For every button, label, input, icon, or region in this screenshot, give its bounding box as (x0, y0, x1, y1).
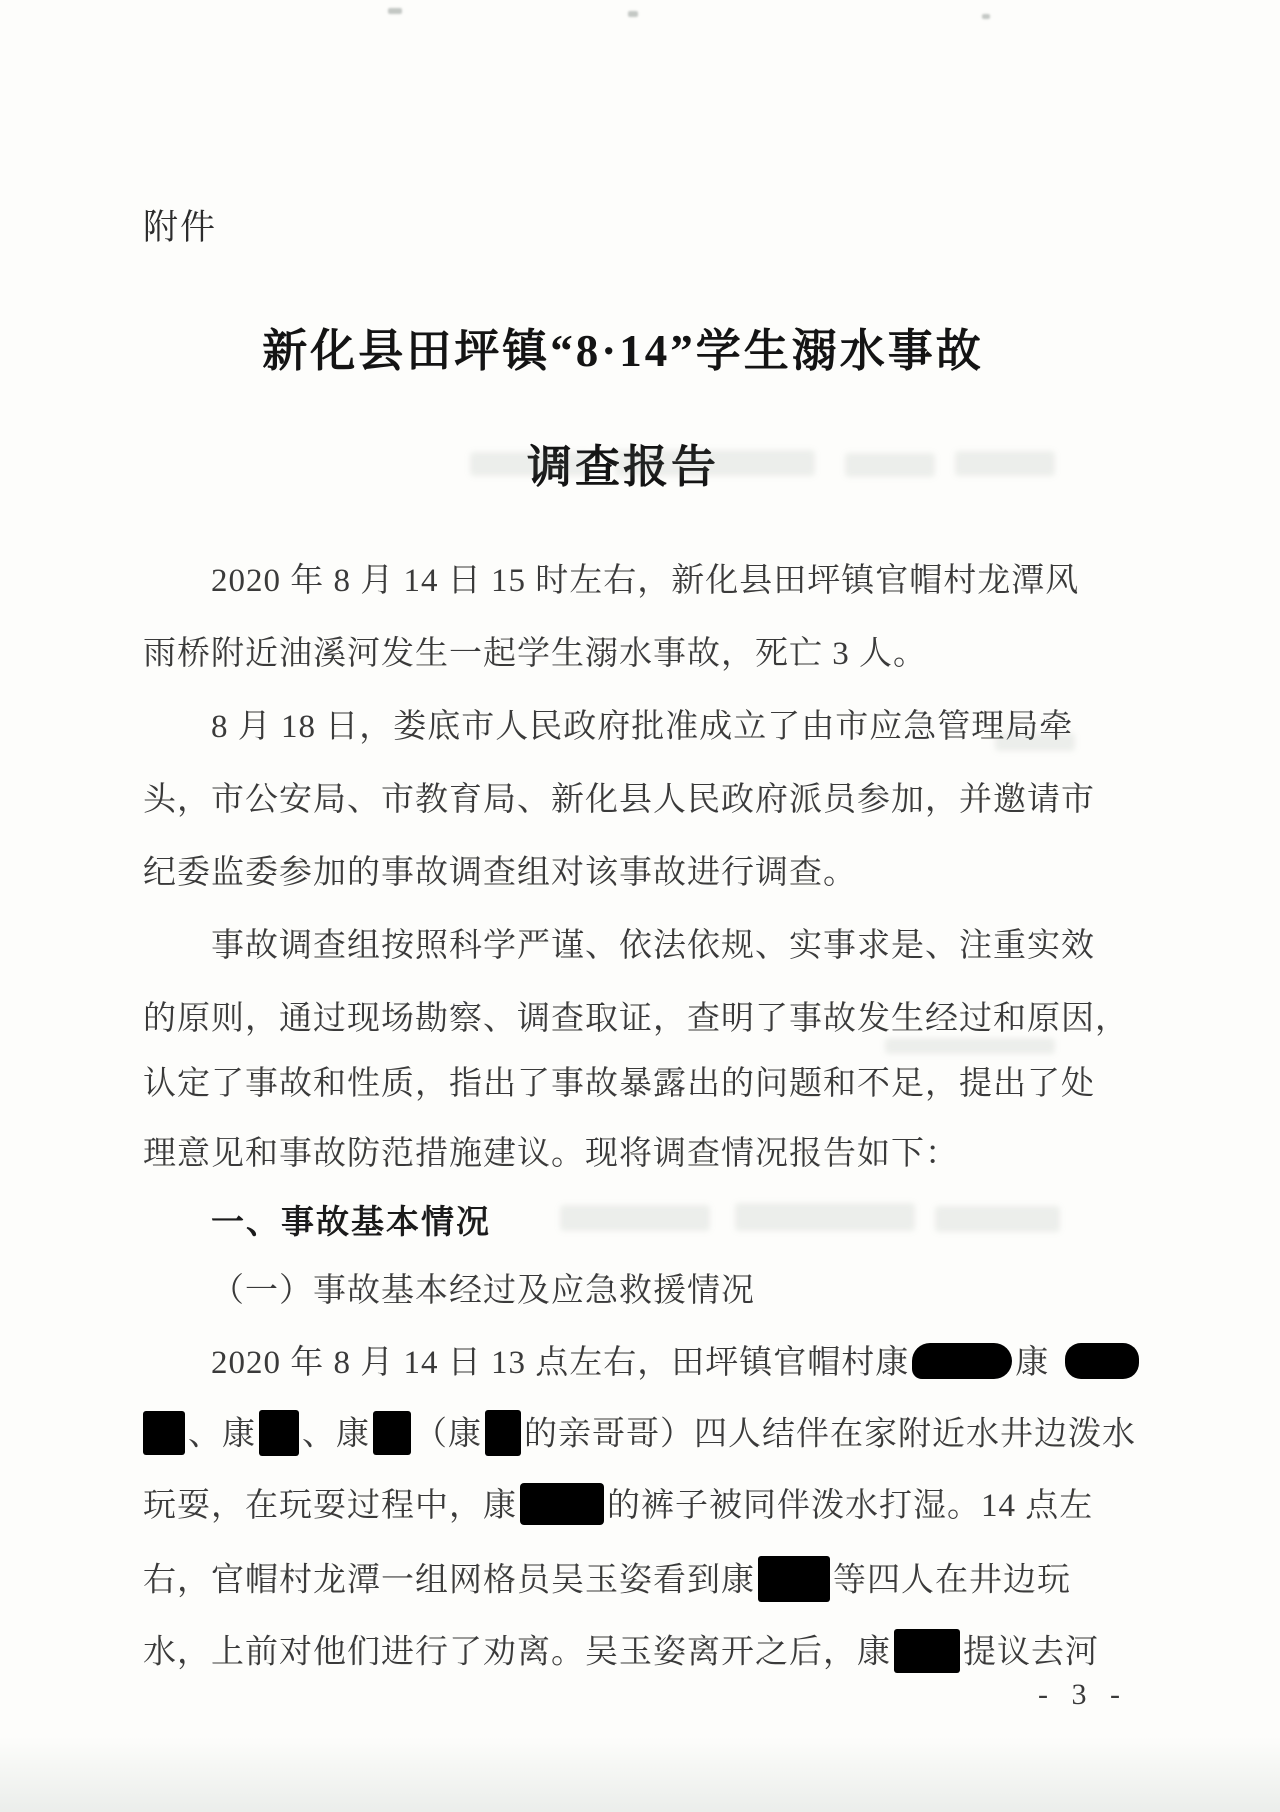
scan-speck (388, 8, 402, 14)
body-text: 、康 (302, 1416, 370, 1453)
body-line (143, 1340, 1171, 1387)
body-line: 雨桥附近油溪河发生一起学生溺水事故，死亡 3 人。 (143, 636, 927, 672)
body-text: （康 (414, 1416, 482, 1453)
body-text: 、康 (188, 1416, 256, 1453)
body-text: 2020 年 8 月 14 日 13 点左右，田坪镇官帽村康 (211, 1345, 910, 1381)
attachment-label: 附件 (143, 208, 218, 247)
redaction-block (485, 1410, 521, 1456)
scan-speck (628, 11, 638, 17)
body-line: 8 月 18 日，娄底市人民政府批准成立了由市应急管理局牵 (211, 709, 1074, 745)
body-text: 水，上前对他们进行了劝离。吴玉姿离开之后，康 (143, 1634, 891, 1671)
redaction-block (894, 1629, 960, 1673)
bleedthrough-mark (845, 453, 935, 477)
body-line (143, 1556, 1103, 1610)
redaction-block (758, 1556, 830, 1602)
bleedthrough-mark (470, 452, 590, 476)
section-heading-2: （一）事故基本经过及应急救援情况 (211, 1273, 755, 1309)
page-number: - 3 - (1038, 1678, 1128, 1711)
bleedthrough-mark (955, 451, 1055, 476)
scan-shadow (0, 1737, 1280, 1812)
report-title-line2: 调查报告 (526, 442, 719, 492)
body-line: 认定了事故和性质，指出了事故暴露出的问题和不足，提出了处 (143, 1066, 1095, 1102)
body-line (143, 1410, 1136, 1464)
body-line: 事故调查组按照科学严谨、依法依规、实事求是、注重实效 (211, 928, 1095, 964)
redaction-block (520, 1483, 604, 1525)
body-line: 纪委监委参加的事故调查组对该事故进行调查。 (143, 855, 857, 891)
body-line: 的原则，通过现场勘察、调查取证，查明了事故发生经过和原因， (143, 1001, 1129, 1037)
bleedthrough-mark (995, 733, 1075, 751)
body-line: 理意见和事故防范措施建议。现将调查情况报告如下： (143, 1136, 959, 1172)
body-text: 玩耍，在玩耍过程中，康 (143, 1488, 517, 1524)
body-text: 康 (1015, 1345, 1050, 1381)
body-text: 提议去河 (963, 1634, 1099, 1671)
bleedthrough-mark (885, 1038, 1055, 1054)
body-text: 右，官帽村龙潭一组网格员吴玉姿看到康 (143, 1562, 755, 1599)
body-text: 等四人在井边玩 (833, 1562, 1071, 1599)
body-line: 头，市公安局、市教育局、新化县人民政府派员参加，并邀请市 (143, 782, 1095, 818)
redaction-block (143, 1411, 185, 1455)
bleedthrough-mark (615, 450, 815, 476)
redaction-block (1065, 1343, 1139, 1379)
body-line (143, 1483, 1103, 1533)
report-title-line1: 新化县田坪镇“8·14”学生溺水事故 (262, 326, 984, 376)
scan-speck (982, 14, 990, 19)
body-line: 2020 年 8 月 14 日 15 时左右，新化县田坪镇官帽村龙潭风 (211, 563, 1080, 599)
redaction-block (912, 1343, 1012, 1379)
body-text: 的亲哥哥）四人结伴在家附近水井边泼水 (524, 1416, 1136, 1453)
redaction-block (259, 1410, 299, 1456)
section-heading-1: 一、事故基本情况 (211, 1203, 491, 1240)
redaction-block (373, 1411, 411, 1455)
body-line (143, 1629, 1103, 1681)
body-text: 的裤子被同伴泼水打湿。14 点左 (607, 1488, 1094, 1524)
